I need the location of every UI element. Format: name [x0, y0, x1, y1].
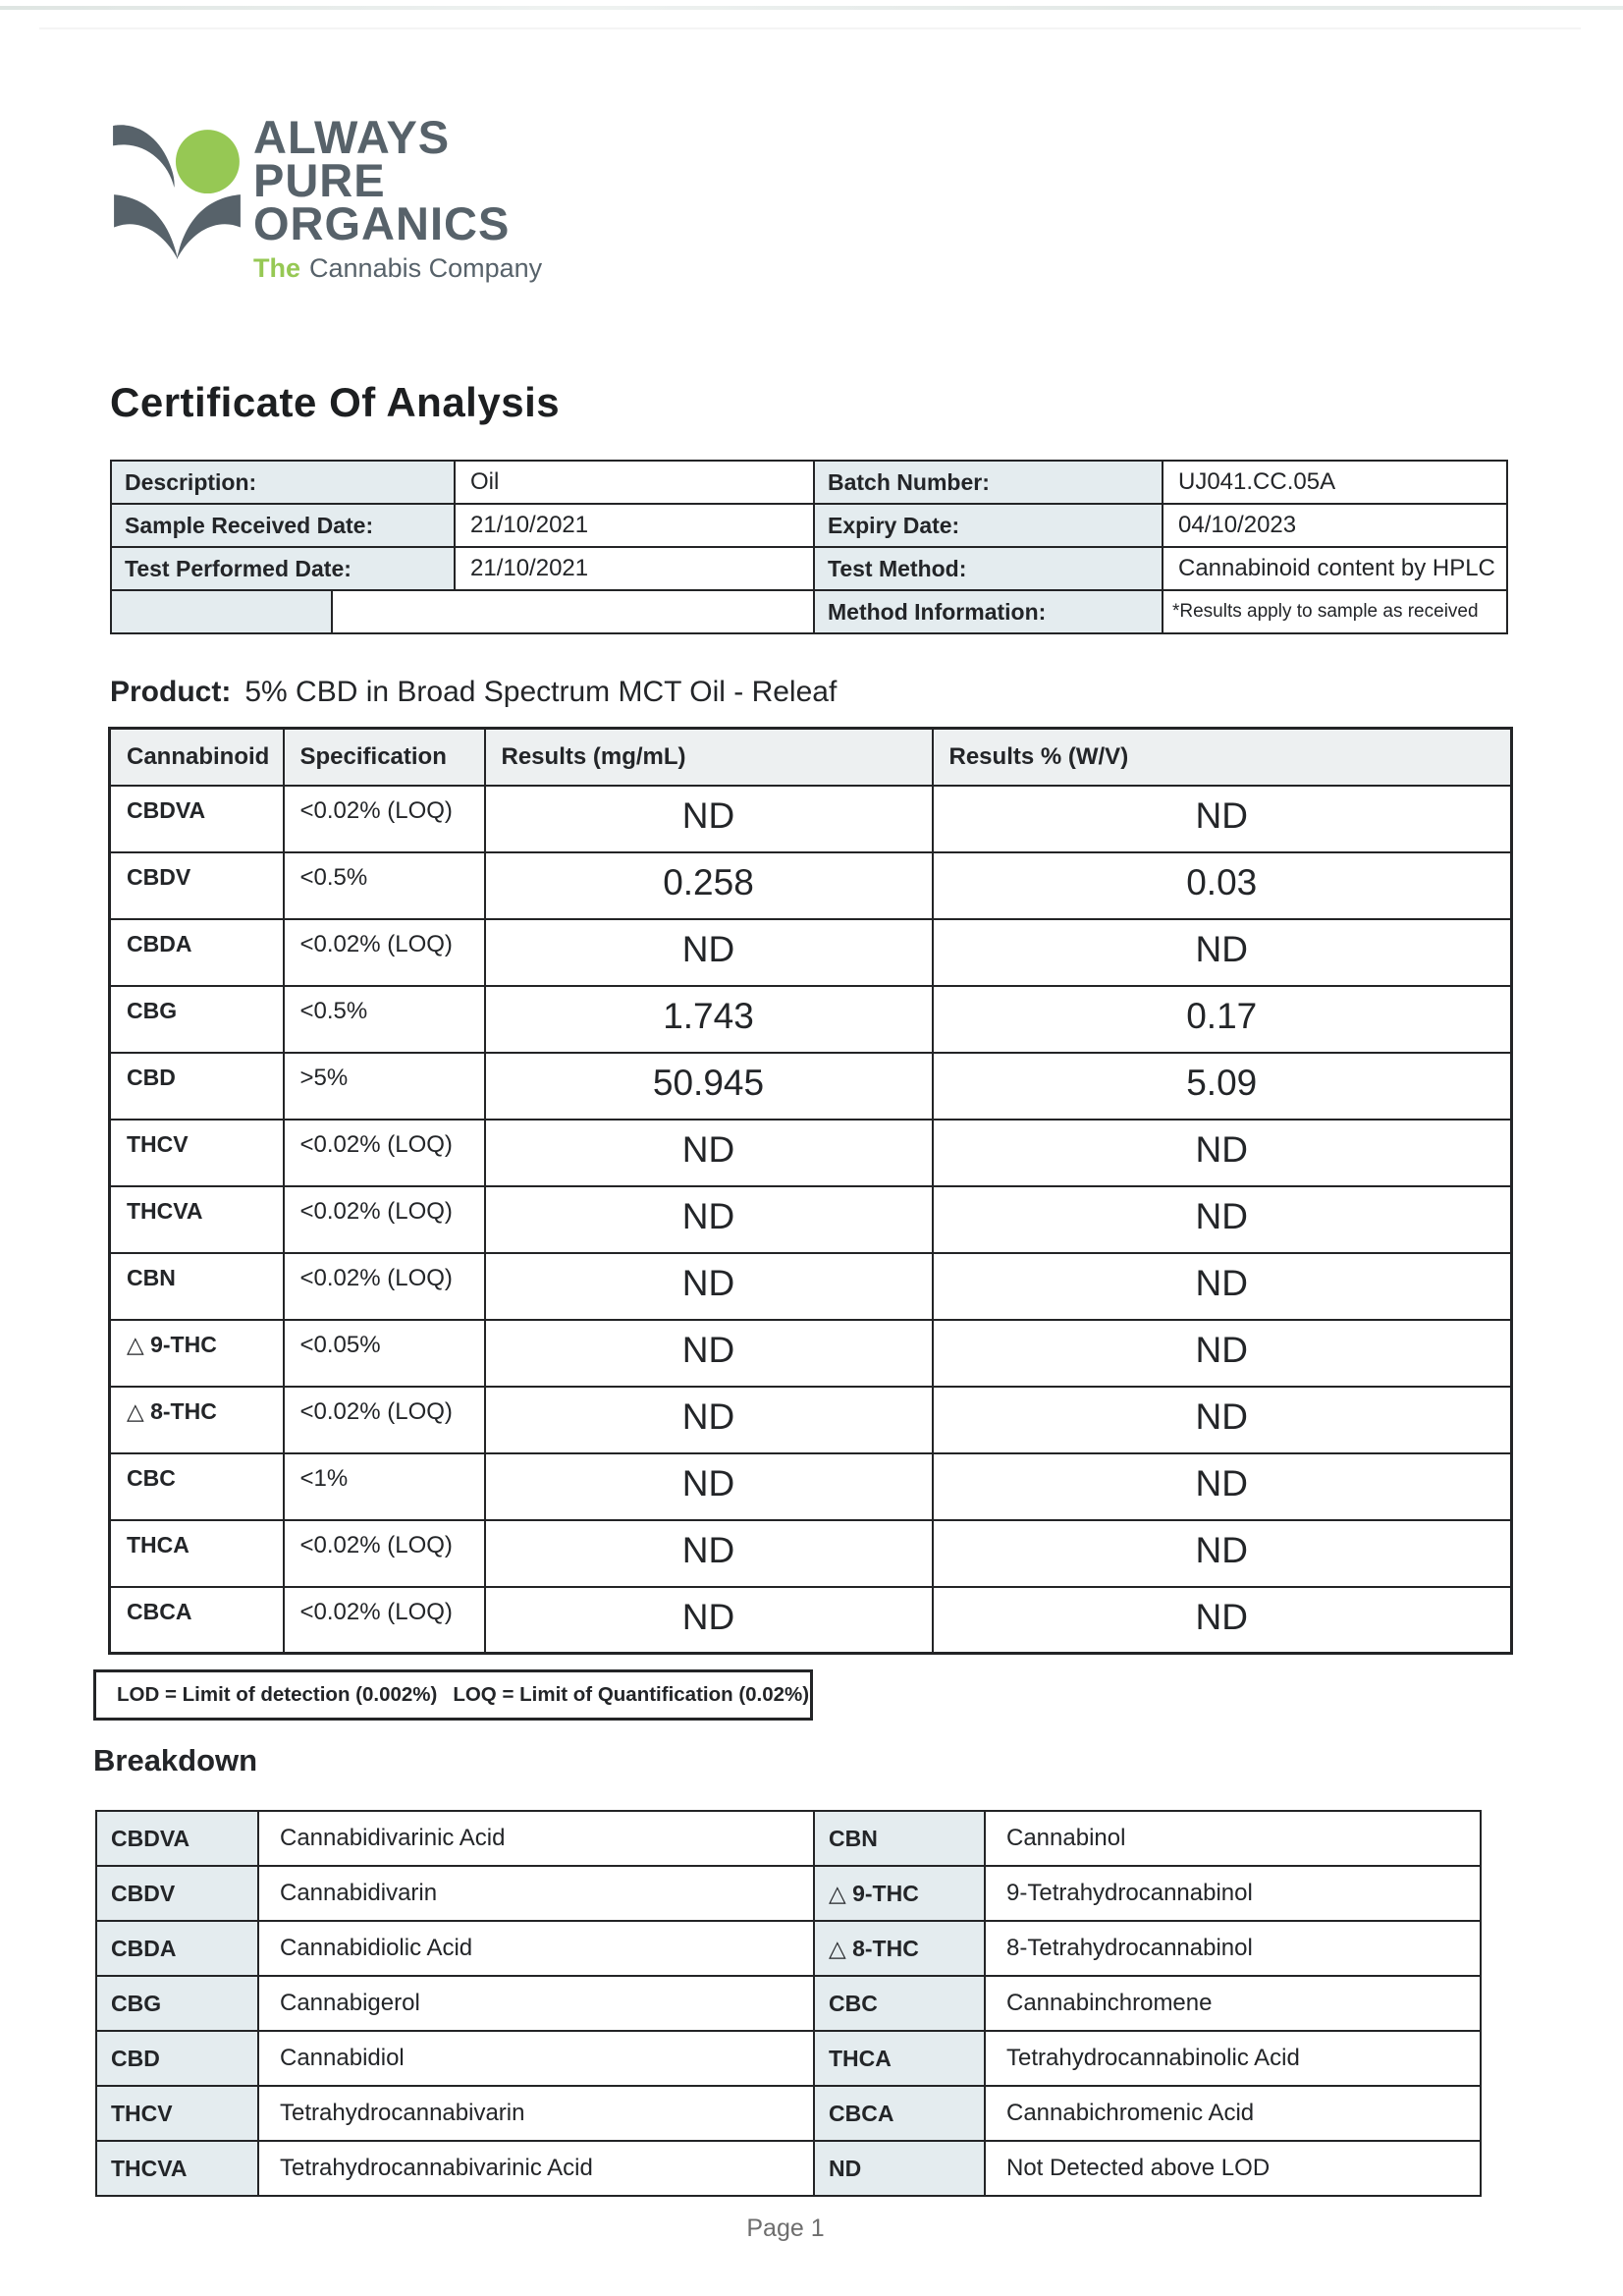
abbr-cell: CBDV	[96, 1866, 258, 1921]
sample-info-table	[110, 460, 1508, 634]
result-pct-cell: ND	[933, 1453, 1512, 1520]
table-row	[110, 1186, 1512, 1253]
table-row	[96, 1976, 1481, 2031]
result-pct-cell: 0.03	[933, 852, 1512, 919]
description-value: Oil	[454, 460, 815, 505]
logo-tagline	[253, 253, 542, 284]
specification-cell: <0.02% (LOQ)	[284, 1253, 485, 1320]
info-row-sample-received	[110, 503, 815, 548]
result-pct-cell: ND	[933, 1120, 1512, 1186]
page-number: Page 1	[746, 2214, 825, 2242]
cannabinoid-cell: CBDVA	[110, 786, 284, 852]
result-pct-cell: ND	[933, 919, 1512, 986]
table-row	[110, 786, 1512, 852]
info-row-batch	[813, 460, 1508, 505]
result-mg-cell: 1.743	[485, 986, 933, 1053]
name-cell: Cannabidivarinic Acid	[258, 1811, 814, 1866]
expiry-date-value: 04/10/2023	[1162, 503, 1508, 548]
result-mg-cell: ND	[485, 1587, 933, 1654]
specification-cell: <0.5%	[284, 986, 485, 1053]
result-mg-cell: ND	[485, 1186, 933, 1253]
table-row	[96, 1921, 1481, 1976]
name-cell: Cannabidiol	[258, 2031, 814, 2086]
info-row-method-information	[813, 589, 1508, 634]
cannabinoid-cell: CBCA	[110, 1587, 284, 1654]
name-cell: Cannabinchromene	[985, 1976, 1481, 2031]
name-cell: Cannabidiolic Acid	[258, 1921, 814, 1976]
sample-received-label: Sample Received Date:	[110, 503, 456, 548]
col-header-specification: Specification	[284, 729, 485, 786]
cannabinoid-cell: CBG	[110, 986, 284, 1053]
col-header-cannabinoid: Cannabinoid	[110, 729, 284, 786]
product-value: 5% CBD in Broad Spectrum MCT Oil - Releaf	[244, 676, 838, 708]
specification-cell: <0.02% (LOQ)	[284, 1587, 485, 1654]
table-row	[110, 1387, 1512, 1453]
specification-cell: <0.02% (LOQ)	[284, 1186, 485, 1253]
result-mg-cell: ND	[485, 1120, 933, 1186]
info-row-expiry	[813, 503, 1508, 548]
cannabinoid-cell: △ 8-THC	[110, 1387, 284, 1453]
result-pct-cell: 5.09	[933, 1053, 1512, 1120]
result-pct-cell: ND	[933, 1520, 1512, 1587]
test-method-value: Cannabinoid content by HPLC	[1162, 546, 1508, 591]
result-mg-cell: ND	[485, 1520, 933, 1587]
sample-info-right	[813, 460, 1508, 634]
result-mg-cell: 50.945	[485, 1053, 933, 1120]
table-row	[110, 1587, 1512, 1654]
always-pure-organics-logo-icon	[110, 120, 244, 259]
result-pct-cell: ND	[933, 1587, 1512, 1654]
specification-cell: <1%	[284, 1453, 485, 1520]
name-cell: Cannabidivarin	[258, 1866, 814, 1921]
name-cell: Tetrahydrocannabivarin	[258, 2086, 814, 2141]
abbr-cell: THCVA	[96, 2141, 258, 2196]
cannabinoid-cell: CBC	[110, 1453, 284, 1520]
info-row-test-method	[813, 546, 1508, 591]
col-header-results-pct: Results % (W/V)	[933, 729, 1512, 786]
test-method-label: Test Method:	[813, 546, 1163, 591]
name-cell: Cannabinol	[985, 1811, 1481, 1866]
name-cell: Not Detected above LOD	[985, 2141, 1481, 2196]
cannabinoid-cell: THCA	[110, 1520, 284, 1587]
test-performed-label: Test Performed Date:	[110, 546, 456, 591]
cannabinoid-cell: CBN	[110, 1253, 284, 1320]
specification-cell: <0.02% (LOQ)	[284, 1520, 485, 1587]
scan-artifact-line	[0, 6, 1623, 10]
results-header-row	[110, 729, 1512, 786]
specification-cell: <0.5%	[284, 852, 485, 919]
cannabinoid-cell: THCVA	[110, 1186, 284, 1253]
loq-definition: LOQ = Limit of Quantification (0.02%)	[453, 1683, 810, 1706]
abbr-cell: CBDA	[96, 1921, 258, 1976]
table-row	[96, 1866, 1481, 1921]
method-information-value: *Results apply to sample as received	[1162, 589, 1508, 634]
specification-cell: <0.02% (LOQ)	[284, 786, 485, 852]
name-cell: 8-Tetrahydrocannabinol	[985, 1921, 1481, 1976]
result-mg-cell: ND	[485, 1387, 933, 1453]
abbr-cell: CBD	[96, 2031, 258, 2086]
breakdown-heading: Breakdown	[93, 1743, 258, 1777]
result-mg-cell: 0.258	[485, 852, 933, 919]
logo-wordmark	[253, 111, 511, 249]
result-pct-cell: ND	[933, 1387, 1512, 1453]
name-cell: Tetrahydrocannabinolic Acid	[985, 2031, 1481, 2086]
abbr-cell: ND	[814, 2141, 985, 2196]
table-row	[96, 2141, 1481, 2196]
lod-definition: LOD = Limit of detection (0.002%)	[117, 1683, 438, 1706]
name-cell: Cannabichromenic Acid	[985, 2086, 1481, 2141]
scan-artifact-line	[39, 27, 1581, 29]
abbr-cell: △ 9-THC	[814, 1866, 985, 1921]
specification-cell: <0.02% (LOQ)	[284, 919, 485, 986]
table-row	[110, 1453, 1512, 1520]
result-pct-cell: ND	[933, 1253, 1512, 1320]
table-row	[110, 1120, 1512, 1186]
test-performed-value: 21/10/2021	[454, 546, 815, 591]
result-mg-cell: ND	[485, 1320, 933, 1387]
cannabinoid-cell: CBDA	[110, 919, 284, 986]
abbr-cell: △ 8-THC	[814, 1921, 985, 1976]
info-row-description	[110, 460, 815, 505]
col-header-results-mg: Results (mg/mL)	[485, 729, 933, 786]
abbr-cell: CBCA	[814, 2086, 985, 2141]
result-mg-cell: ND	[485, 786, 933, 852]
result-mg-cell: ND	[485, 1453, 933, 1520]
tagline-rest: Cannabis Company	[309, 253, 543, 283]
abbr-cell: CBC	[814, 1976, 985, 2031]
abbr-cell: CBN	[814, 1811, 985, 1866]
result-mg-cell: ND	[485, 919, 933, 986]
table-row	[96, 2031, 1481, 2086]
specification-cell: <0.05%	[284, 1320, 485, 1387]
specification-cell: >5%	[284, 1053, 485, 1120]
page-title: Certificate Of Analysis	[110, 379, 561, 425]
description-label: Description:	[110, 460, 456, 505]
tagline-the: The	[253, 253, 301, 283]
method-information-label: Method Information:	[813, 589, 1163, 634]
result-pct-cell: 0.17	[933, 986, 1512, 1053]
cannabinoid-cell: △ 9-THC	[110, 1320, 284, 1387]
abbreviation-breakdown-table	[95, 1810, 1482, 2197]
logo-word-pure: PURE	[253, 154, 386, 206]
logo-word-always: ALWAYS	[253, 111, 451, 163]
logo-word-organics: ORGANICS	[253, 197, 511, 249]
result-pct-cell: ND	[933, 786, 1512, 852]
empty-value-cell	[331, 589, 815, 634]
table-row	[110, 1520, 1512, 1587]
result-pct-cell: ND	[933, 1320, 1512, 1387]
abbr-cell: THCA	[814, 2031, 985, 2086]
lod-loq-note	[93, 1669, 813, 1721]
empty-label-cell	[110, 589, 333, 634]
info-row-test-performed	[110, 546, 815, 591]
cannabinoid-cell: CBDV	[110, 852, 284, 919]
specification-cell: <0.02% (LOQ)	[284, 1120, 485, 1186]
cannabinoid-cell: THCV	[110, 1120, 284, 1186]
name-cell: 9-Tetrahydrocannabinol	[985, 1866, 1481, 1921]
product-label: Product:	[110, 676, 232, 708]
table-row	[110, 919, 1512, 986]
table-row	[110, 1253, 1512, 1320]
cannabinoid-results-table	[108, 727, 1513, 1655]
sample-info-left	[110, 460, 815, 634]
abbr-cell: THCV	[96, 2086, 258, 2141]
cannabinoid-cell: CBD	[110, 1053, 284, 1120]
info-row-empty	[110, 589, 815, 634]
result-mg-cell: ND	[485, 1253, 933, 1320]
table-row	[110, 1053, 1512, 1120]
name-cell: Cannabigerol	[258, 1976, 814, 2031]
result-pct-cell: ND	[933, 1186, 1512, 1253]
name-cell: Tetrahydrocannabivarinic Acid	[258, 2141, 814, 2196]
table-row	[110, 986, 1512, 1053]
batch-number-value: UJ041.CC.05A	[1162, 460, 1508, 505]
table-row	[110, 1320, 1512, 1387]
abbr-cell: CBDVA	[96, 1811, 258, 1866]
sample-received-value: 21/10/2021	[454, 503, 815, 548]
specification-cell: <0.02% (LOQ)	[284, 1387, 485, 1453]
batch-number-label: Batch Number:	[813, 460, 1163, 505]
expiry-date-label: Expiry Date:	[813, 503, 1163, 548]
table-row	[96, 1811, 1481, 1866]
table-row	[96, 2086, 1481, 2141]
table-row	[110, 852, 1512, 919]
product-line	[110, 676, 837, 709]
abbr-cell: CBG	[96, 1976, 258, 2031]
